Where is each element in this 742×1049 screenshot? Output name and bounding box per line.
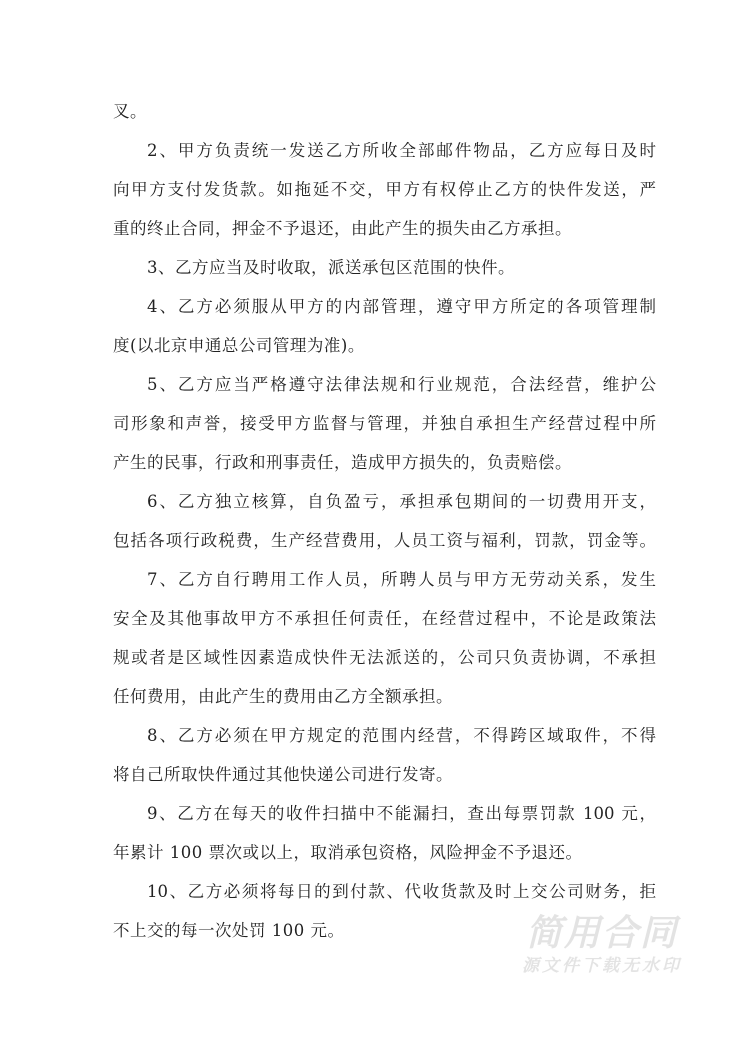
text-line: 度(以北京申通总公司管理为准)。 — [113, 336, 365, 355]
text-line: 包括各项行政税费，生产经营费用，人员工资与福利，罚款，罚金等。 — [113, 531, 656, 550]
text-line: 不上交的每一次处罚 100 元。 — [113, 921, 345, 940]
clause-7: 7、乙方自行聘用工作人员，所聘人员与甲方无劳动关系，发生 — [147, 570, 656, 589]
clause-4: 4、乙方必须服从甲方的内部管理，遵守甲方所定的各项管理制 — [147, 297, 656, 316]
watermark-subtitle: 源文件下载无水印 — [522, 956, 682, 976]
clause-3: 3、乙方应当及时收取，派送承包区范围的快件。 — [147, 258, 515, 277]
clause-6: 6、乙方独立核算，自负盈亏，承担承包期间的一切费用开支， — [147, 492, 656, 511]
text-line: 产生的民事，行政和刑事责任，造成甲方损失的，负责赔偿。 — [113, 453, 572, 472]
text-line: 叉。 — [113, 102, 147, 121]
text-line: 任何费用，由此产生的费用由乙方全额承担。 — [113, 687, 453, 706]
watermark-title: 简用合同 — [525, 913, 678, 954]
clause-2: 2、甲方负责统一发送乙方所收全部邮件物品，乙方应每日及时 — [147, 141, 656, 160]
text-line: 司形象和声誉，接受甲方监督与管理，并独自承担生产经营过程中所 — [113, 414, 656, 433]
document-body — [113, 99, 656, 957]
clause-5: 5、乙方应当严格遵守法律法规和行业规范，合法经营，维护公 — [147, 375, 656, 394]
text-line: 年累计 100 票次或以上，取消承包资格，风险押金不予退还。 — [113, 843, 583, 862]
clause-10: 10、乙方必须将每日的到付款、代收货款及时上交公司财务，拒 — [147, 882, 656, 901]
text-line: 规或者是区域性因素造成快件无法派送的，公司只负责协调，不承担 — [113, 648, 656, 667]
watermark — [512, 914, 692, 978]
clause-8: 8、乙方必须在甲方规定的范围内经营，不得跨区域取件，不得 — [147, 726, 656, 745]
text-line: 安全及其他事故甲方不承担任何责任，在经营过程中，不论是政策法 — [113, 609, 656, 628]
text-line: 重的终止合同，押金不予退还，由此产生的损失由乙方承担。 — [113, 219, 572, 238]
text-line: 向甲方支付发货款。如拖延不交，甲方有权停止乙方的快件发送，严 — [113, 180, 656, 199]
text-line: 将自己所取快件通过其他快递公司进行发寄。 — [113, 765, 453, 784]
clause-9: 9、乙方在每天的收件扫描中不能漏扫，查出每票罚款 100 元， — [147, 804, 656, 823]
